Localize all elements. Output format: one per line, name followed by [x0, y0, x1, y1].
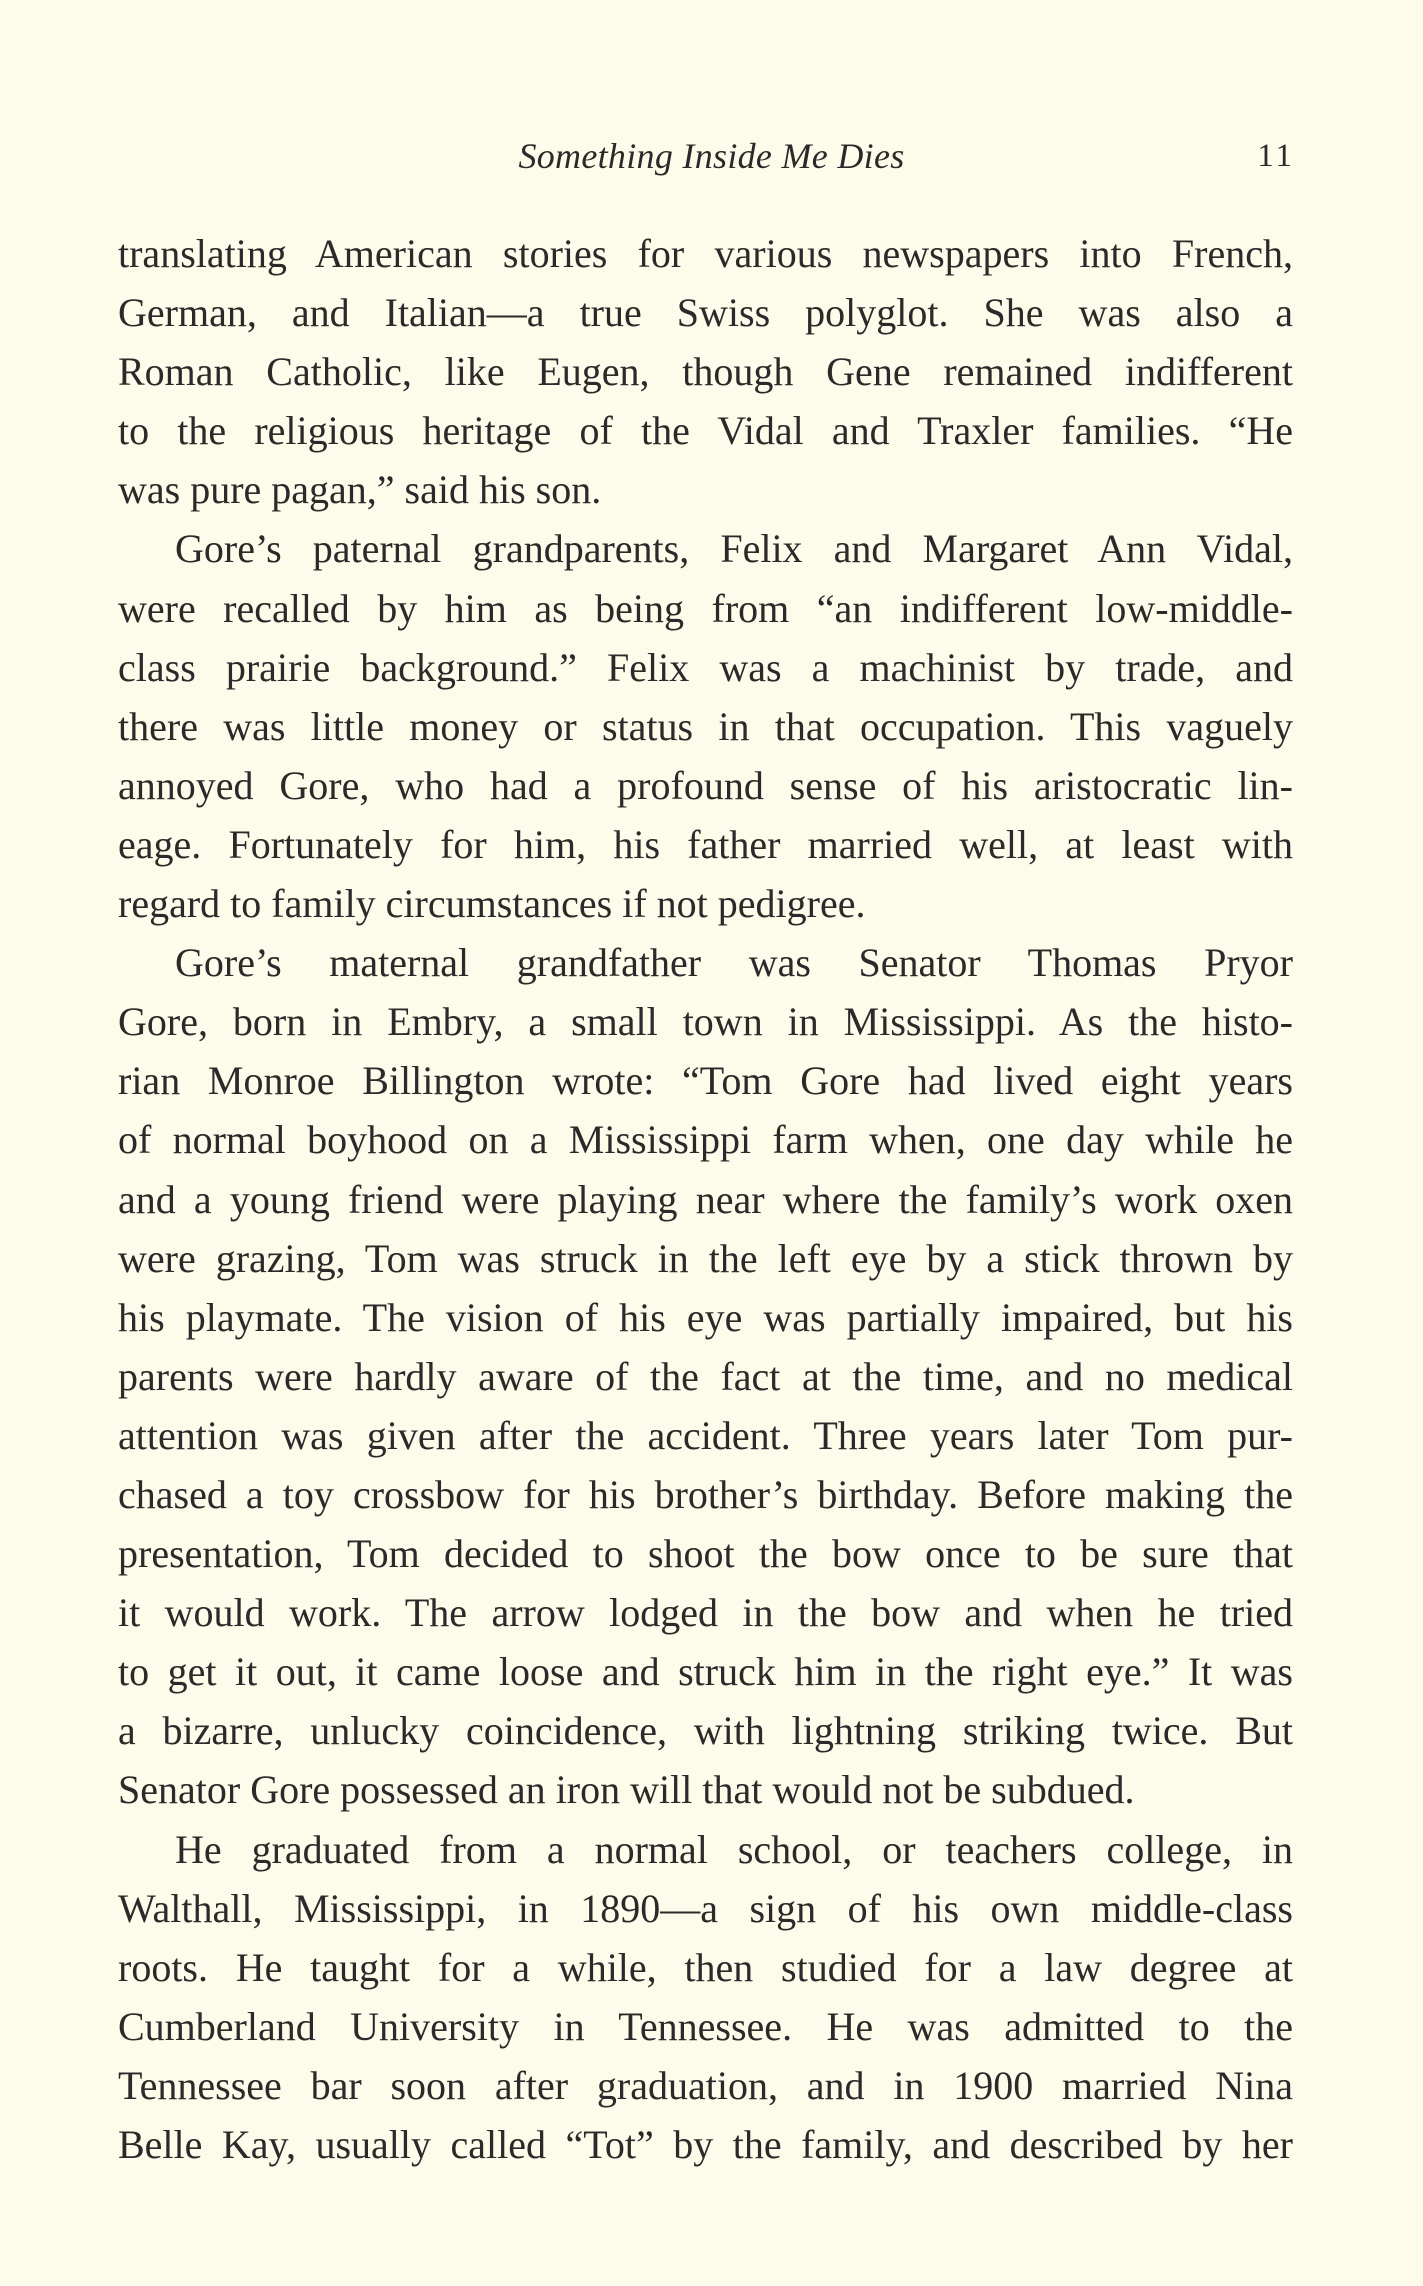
text-line: parents were hardly aware of the fact at the time, and no medical	[118, 1353, 1293, 1399]
text-line: attention was given after the accident. Three years later Tom pur-	[118, 1412, 1293, 1458]
text-line: there was little money or status in that occupation. This vaguely	[118, 703, 1293, 749]
text-line: Gore’s paternal grandparents, Felix and Margaret Ann Vidal,	[175, 526, 1293, 572]
running-title: Something Inside Me Dies	[518, 136, 905, 176]
text-line: was pure pagan,” said his son.	[118, 467, 602, 513]
text-line: Cumberland University in Tennessee. He was admitted to the	[118, 2003, 1293, 2049]
text-line: to get it out, it came loose and struck him in the right eye.” It was	[118, 1649, 1293, 1695]
text-line: Belle Kay, usually called “Tot” by the family, and described by her	[118, 2122, 1293, 2167]
running-head	[0, 128, 1423, 184]
text-line: eage. Fortunately for him, his father married well, at least with	[118, 821, 1293, 867]
paragraph-1	[118, 224, 1293, 519]
text-line: were grazing, Tom was struck in the left eye by a stick thrown by	[118, 1235, 1293, 1281]
body-text	[118, 224, 1293, 2174]
paragraph-3	[118, 933, 1293, 1819]
text-line: to the religious heritage of the Vidal and Traxler families. “He	[118, 408, 1293, 454]
text-line: class prairie background.” Felix was a machinist by trade, and	[118, 644, 1293, 690]
page-number: 11	[1257, 138, 1295, 174]
text-line: Tennessee bar soon after graduation, and in 1900 married Nina	[118, 2062, 1293, 2108]
text-line: translating American stories for various newspapers into French,	[118, 231, 1293, 276]
text-line: Walthall, Mississippi, in 1890—a sign of his own middle-class	[118, 1885, 1293, 1931]
text-line: regard to family circumstances if not pedigree.	[118, 881, 866, 927]
text-line: and a young friend were playing near where the family’s work oxen	[118, 1176, 1293, 1222]
text-line: of normal boyhood on a Mississippi farm when, one day while he	[118, 1117, 1293, 1163]
text-line: Roman Catholic, like Eugen, though Gene remained indifferent	[118, 349, 1293, 395]
text-line: Gore’s maternal grandfather was Senator Thomas Pryor	[175, 940, 1293, 986]
text-line: presentation, Tom decided to shoot the bow once to be sure that	[118, 1531, 1293, 1577]
text-line: were recalled by him as being from “an indifferent low-middle-	[118, 585, 1293, 631]
paragraph-2	[118, 519, 1293, 933]
text-line: Senator Gore possessed an iron will that would not be subdued.	[118, 1767, 1135, 1813]
text-line: it would work. The arrow lodged in the bow and when he tried	[118, 1590, 1293, 1636]
text-line: a bizarre, unlucky coincidence, with lightning striking twice. But	[118, 1708, 1293, 1754]
paragraph-4	[118, 1820, 1293, 2175]
text-line: roots. He taught for a while, then studied for a law degree at	[118, 1944, 1293, 1990]
text-line: Gore, born in Embry, a small town in Mississippi. As the histo-	[118, 999, 1293, 1045]
text-line: German, and Italian—a true Swiss polyglot. She was also a	[118, 290, 1293, 336]
text-line: his playmate. The vision of his eye was partially impaired, but his	[118, 1294, 1293, 1340]
text-line: He graduated from a normal school, or teachers college, in	[175, 1826, 1293, 1872]
text-line: chased a toy crossbow for his brother’s birthday. Before making the	[118, 1471, 1293, 1517]
text-line: annoyed Gore, who had a profound sense of his aristocratic lin-	[118, 762, 1293, 808]
text-line: rian Monroe Billington wrote: “Tom Gore had lived eight years	[118, 1058, 1293, 1104]
